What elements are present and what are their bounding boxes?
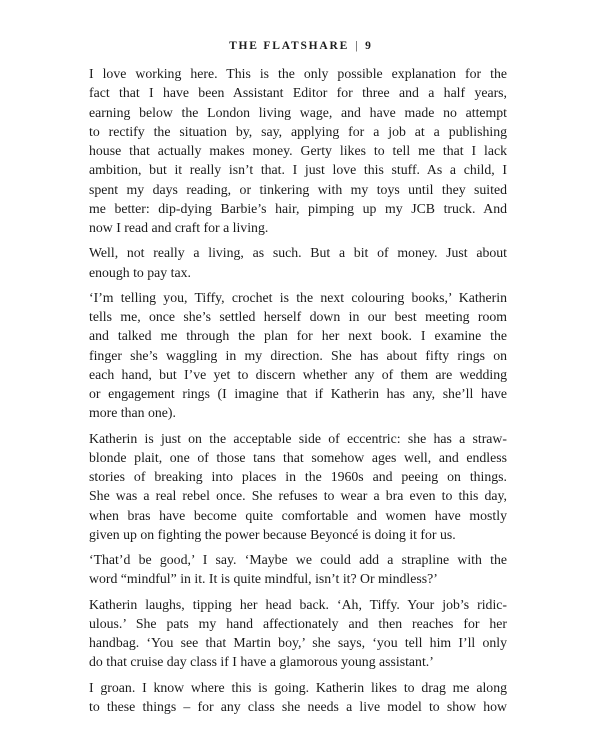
text-line: stories of breaking into places in the 1960s and peeing on things. [89, 469, 507, 484]
page-number: 9 [365, 40, 371, 52]
paragraph [89, 243, 507, 282]
text-line: to rectify the situation by, say, applying for a job at a publishing [89, 123, 507, 139]
text-line: each hand, but I’ve yet to discern whether any of them are wedding [89, 366, 507, 382]
text-line: finger she’s waggling in my direction. She has about fifty rings on [89, 347, 507, 363]
text-line: or engagement rings (I imagine that if Katherin has any, she’ll have [89, 386, 507, 401]
paragraph [89, 429, 507, 545]
text-line: She was a real rebel once. She refuses to wear a bra even to this day, [89, 488, 507, 504]
text-line: to these things – for any class she needs a live model to show how [89, 698, 507, 714]
book-title: THE FLATSHARE [229, 40, 350, 52]
paragraph [89, 64, 507, 237]
text-line: word “mindful” in it. It is quite mindful, isn’t it? Or mindless?’ [89, 571, 438, 587]
text-line: blonde plait, one of those tans that somehow ages well, and endless [89, 449, 507, 465]
paragraph [89, 550, 507, 589]
paragraph [89, 678, 507, 717]
text-line: tells me, once she’s settled herself down in our best meeting room [89, 309, 507, 324]
text-line: ‘That’d be good,’ I say. ‘Maybe we could add a strapline with the [89, 552, 507, 567]
running-header [0, 40, 600, 52]
body-text [89, 64, 507, 722]
text-line: house that actually makes money. Gerty likes to tell me that I lack [89, 143, 507, 158]
text-line: I groan. I know where this is going. Katherin likes to drag me along [89, 679, 507, 695]
text-line: earning below the London living wage, and have made no attempt [89, 104, 507, 120]
text-line: now I read and craft for a living. [89, 220, 269, 235]
text-line: I love working here. This is the only possible explanation for the [89, 66, 507, 81]
header-separator: | [355, 40, 360, 52]
paragraph [89, 288, 507, 423]
text-line: fact that I have been Assistant Editor for three and a half years, [89, 85, 507, 101]
text-line: Well, not really a living, as such. But a bit of money. Just about [89, 245, 507, 261]
text-line: me better: dip-dying Barbie’s hair, pimping up my JCB truck. And [89, 200, 507, 216]
text-line: enough to pay tax. [89, 264, 191, 280]
text-line: given up on fighting the power because Beyoncé is doing it for us. [89, 526, 456, 542]
text-line: ambition, but it really isn’t that. I just love this stuff. As a child, I [89, 162, 507, 178]
text-line: more than one). [89, 405, 176, 421]
text-line: handbag. ‘You see that Martin boy,’ she says, ‘you tell him I’ll only [89, 635, 507, 650]
text-line: do that cruise day class if I have a glamorous young assistant.’ [89, 654, 434, 670]
text-line: ulous.’ She pats my hand affectionately and then reaches for her [89, 615, 507, 631]
text-line: spent my days reading, or tinkering with my toys until they suited [89, 181, 507, 197]
text-line: Katherin laughs, tipping her head back. ‘Ah, Tiffy. Your job’s ridic- [89, 596, 507, 612]
text-line: Katherin is just on the acceptable side of eccentric: she has a straw- [89, 430, 507, 446]
text-line: ‘I’m telling you, Tiffy, crochet is the next colouring books,’ Katherin [89, 289, 507, 305]
text-line: and talked me through the plan for her next book. I examine the [89, 328, 507, 344]
paragraph [89, 595, 507, 672]
text-line: when bras have become quite comfortable and women have mostly [89, 507, 507, 523]
